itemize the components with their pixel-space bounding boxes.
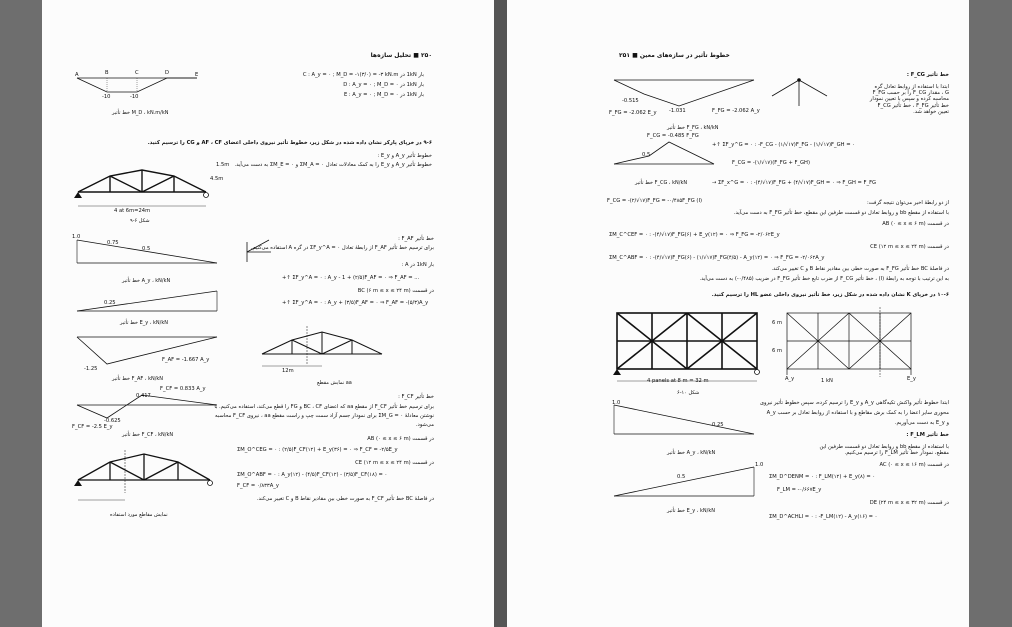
- k-truss-h1: 6 m: [772, 320, 783, 326]
- load-line-2: بار 1kN در D : A_y = ۰ ; M_D = ۰: [343, 82, 424, 88]
- equation-k1: ΣM_D^DENM = ۰ : F_LM(۱۲) + E_y(۸) = ۰: [769, 474, 876, 480]
- ild-ey2-diagram: [609, 462, 759, 502]
- ild-ay-value-2: 0.75: [107, 240, 119, 246]
- load-line-3: بار 1kN در E : A_y = ۰ ; M_D = ۰: [343, 92, 424, 98]
- right-page-header: خطوط تأثیر در سازه‌های معین ■ ۲۵۱: [619, 52, 730, 59]
- ild-ay2-value-1: 1.0: [612, 400, 621, 406]
- ild-ffg-value-2: -1.031: [669, 108, 686, 114]
- ild-ffg-value-1: -0.515: [622, 98, 639, 104]
- k-truss-fbd: [779, 305, 919, 385]
- ild-ey2-value-2: 0.5: [677, 474, 686, 480]
- flm-text: با استفاده از مقطع bb و روابط تعادل دو قسمت طرفین این مقطع، نمودار خط تأثیر F_LM را ترسیم می‌کنیم.: [819, 444, 949, 457]
- right-page: [507, 0, 969, 627]
- equation-g3: → ΣF_x^G = ۰ : -(۴/√۱۷)F_FG + (۴/√۱۷)F_GH = ۰ ⇒ F_GH = F_FG: [712, 180, 877, 186]
- left-page-header: ۲۵۰ ■ تحلیل سازه‌ها: [370, 52, 432, 59]
- truss-span-dim: 4 at 6m=24m: [114, 208, 151, 214]
- text-d: به این ترتیب با توجه به رابطهٔ (I) ، خط تأثیر F_CG از ضرب تابع خط تأثیر F_FG در ضریب (۰/۴۸۵-) به دست می‌آید.: [699, 276, 949, 282]
- range-4: در قسمت CE (۱۲ m ≤ x ≤ ۲۴ m): [355, 460, 434, 466]
- ild-md-label-a: A: [75, 72, 79, 78]
- section-aa-caption: نمایش مقطع aa: [317, 380, 352, 386]
- flm-title: خط تأثیر F_LM :: [906, 432, 949, 438]
- sections-used-caption: نمایش مقاطع مورد استفاده: [110, 512, 168, 518]
- equation-1: +↑ ΣF_y^A = ۰ : A_y - 1 + (۲/۵)F_AF = ۰ ⇒ F_AF = ...: [282, 275, 420, 281]
- text-c: در فاصلهٔ BC خط تأثیر F_FG به صورت خطی بین مقادیر نقاط B و C تغییر می‌کند.: [771, 266, 949, 272]
- ild-fcf-value-2: 0.417: [136, 393, 151, 399]
- ild-ay-value-1: 1.0: [72, 234, 81, 240]
- ild-fcg-value-1: F_CG = -0.485 F_FG: [647, 133, 699, 139]
- fcg-title: خط تأثیر F_CG :: [906, 72, 949, 78]
- ild-fcg-diagram: [609, 136, 719, 176]
- ild-fcg-caption: خط تأثیر F_CG ، kN/kN: [635, 180, 688, 186]
- sub-fcf-text-2: نوشتن معادلهٔ ΣM_G = ۰ برای نمودار جسم آزاد سمت چپ و راست مقطع aa ، نیروی F_CF محاسبه: [214, 413, 434, 419]
- ild-ay2-value-2: 0.25: [712, 422, 724, 428]
- ild-md-label-b: B: [105, 70, 109, 76]
- ild-fcf-value-1: F_CF = 0.833 A_y: [160, 386, 206, 392]
- ild-md-value-1: -10: [102, 94, 111, 100]
- equation-3: ΣM_O^CEG = ۰ : (۲/۵)F_CF(۱۲) + E_y(۳۶) = ۰ ⇒ F_CF = -۲/۵E_y: [237, 447, 398, 453]
- truss-figure-caption: شکل ۶-۹: [130, 218, 150, 224]
- fbd-ey: E_y: [907, 376, 916, 382]
- sections-used-figure: [70, 438, 220, 508]
- equation-k2: F_LM = -۰/۶۶۷E_y: [777, 487, 822, 493]
- problem-9-6: ۹-۶ در خرپای پارکر نشان داده شده در شکل زیر، خطوط تأثیر نیروی داخلی اعضای AF ، CF و CG را ترسیم کنید.: [147, 140, 432, 146]
- ild-md-label-e: E: [195, 72, 199, 78]
- equation-g2: F_CG = -(۱/√۱۷)(F_FG + F_GH): [732, 160, 810, 166]
- ild-md-caption: خط تأثیر M_D ، kN.m/kN: [112, 110, 169, 116]
- k-truss-figure: [609, 305, 769, 385]
- sub-fcf-text-3: می‌شود.: [415, 422, 434, 428]
- ild-ay2-diagram: [609, 400, 759, 440]
- joint-g-fbd: [767, 66, 832, 111]
- ild-ay-diagram: [72, 235, 222, 270]
- range-c: در قسمت AC (۰ ≤ x ≤ ۱۶ m): [879, 462, 949, 468]
- ild-ffg-value-4: F_FG = -2.062 A_y: [712, 108, 760, 114]
- fbd-load: 1 kN: [821, 378, 833, 384]
- ild-fcf-value-3: -0.625: [104, 418, 121, 424]
- equation-4b: F_CF = ۰/۸۳۳A_y: [237, 483, 279, 489]
- equation-g1: +↑ ΣF_y^G = ۰ : -F_CG - (۱/√۱۷)F_FG - (۱/√۱۷)F_GH = ۰: [712, 142, 855, 148]
- sub-fcf-text-1: برای ترسیم خط تأثیر F_CF از مقطع aa که اعضای BC ، CF و FG را قطع می‌کند، استفاده می‌کنیم. با: [214, 404, 434, 410]
- text-a: از دو رابطهٔ اخیر می‌توان نتیجه گرفت:: [867, 200, 949, 206]
- range-b: در قسمت CE (۱۲ m ≤ x ≤ ۲۴ m): [870, 244, 949, 250]
- ild-md-label-c: C: [135, 70, 139, 76]
- ild-ffg-diagram: [609, 68, 759, 113]
- ild-ey-diagram: [72, 287, 222, 317]
- equation-k3: ΣM_D^ACHLI = ۰ : -F_LM(۱۲) - A_y(۱۶) = ۰: [769, 514, 878, 520]
- ild-ffg-value-3: F_FG = -2.062 E_y: [609, 110, 657, 116]
- joint-a-fbd: [237, 232, 277, 272]
- sub-faf-text: برای ترسیم خط تأثیر F_AF از رابطهٔ تعادل ΣF_y^A = ۰ در گره A استفاده می‌کنیم.: [250, 245, 434, 251]
- sub-ay-ey-text: خطوط تأثیر A_y و E_y را به کمک معادلات تعادل ΣM_A = ۰ و ΣM_E = ۰ به دست می‌آید.: [234, 162, 432, 168]
- ild-fcf-caption: خط تأثیر F_CF ، kN/kN: [122, 432, 174, 438]
- range-d: در قسمت DE (۲۴ m ≤ x ≤ ۳۲ m): [869, 500, 949, 506]
- fbd-ay: A_y: [785, 376, 795, 382]
- ild-ay-caption: خط تأثیر A_y ، kN/kN: [122, 278, 171, 284]
- ild-ffg-caption: خط تأثیر F_FG ، kN/kN: [667, 125, 719, 131]
- bc-note: در فاصلهٔ BC خط تأثیر F_CF به صورت خطی بین مقادیر نقاط B و C تغییر می‌کند.: [256, 496, 434, 502]
- left-page: [42, 0, 494, 627]
- ild-md-value-2: -10: [130, 94, 139, 100]
- sub-ay-ey-title: خطوط تأثیر A_y و E_y :: [377, 153, 432, 159]
- sub-fcf-title: خط تأثیر F_CF :: [398, 394, 434, 400]
- ild-ey2-caption: خط تأثیر E_y ، kN/kN: [667, 508, 715, 514]
- kt-text-3: و E_y به دست می‌آوریم.: [894, 420, 949, 426]
- kt-text-2: محوری سایر اعضا را به کمک برش مقاطع و با استفاده از روابط تعادل بر حسب A_y: [766, 410, 949, 416]
- ild-ay2-caption: خط تأثیر A_y ، kN/kN: [667, 450, 716, 456]
- fcg-text: ابتدا با استفاده از روابط تعادل گره G ، مقدار F_CG را بر حسب F_FG محاسبه کرده و سپس با تعیین نمودار خط تأثیر F_FG ، خط تأثیر F_CG تعیین خواهد شد.: [869, 84, 949, 115]
- kt-text-1: ابتدا خطوط تأثیر واکنش تکیه‌گاهی A_y و E_y را ترسیم کرده، سپس خطوط تأثیر نیروی: [759, 400, 949, 406]
- equation-4: ΣM_O^ABF = ۰ : A_y(۱۲) - (۴/۵)F_CF(۱۲) - (۳/۵)F_CF(۱۸) = ۰: [237, 472, 388, 478]
- load-line-1: بار 1kN در C : A_y = ۰ ; M_D = -۱(۳/۰) = -۳ kN.m: [302, 72, 424, 78]
- problem-10-6: ۱۰-۶ در خرپای K نشان داده شده در شکل زیر، خط تأثیر نیروی داخلی عضو HL را ترسیم کنید.: [711, 292, 949, 298]
- ild-md-label-d: D: [165, 70, 169, 76]
- ild-faf-caption: خط تأثیر F_AF ، kN/kN: [112, 376, 164, 382]
- equation-r2: ΣM_C^ABF = ۰ : -(۴/√۱۷)F_FG(۶) - (۱/√۱۷)F_FG(۴/۵) - A_y(۱۲) = ۰ ⇒ F_FG = -۲/۰۶۲A_y: [609, 255, 825, 261]
- ild-faf-value-1: -1.25: [84, 366, 98, 372]
- ild-fcf-value-4: F_CF = -2.5 E_y: [72, 424, 113, 430]
- ild-ay-value-3: 0.5: [142, 246, 151, 252]
- range-1: بار 1kN در A :: [401, 262, 434, 268]
- sub-faf-title: خط تأثیر F_AF :: [398, 236, 434, 242]
- range-2: در قسمت BC (۶ m ≤ x ≤ ۲۴ m): [357, 288, 434, 294]
- ild-ey-caption: خط تأثیر E_y ، kN/kN: [120, 320, 168, 326]
- ild-ey2-value-1: 1.0: [755, 462, 764, 468]
- ild-ey-value: 0.25: [104, 300, 116, 306]
- range-3: در قسمت AB (۰ ≤ x ≤ ۶ m): [367, 436, 434, 442]
- equation-g4: F_CG = -(۲/√۱۷)F_FG = -۰/۴۸۵F_FG (I): [607, 198, 702, 204]
- equation-2: +↑ ΣF_y^A = ۰ : A_y + (۳/۵)F_AF = ۰ ⇒ F_AF = -(۵/۳)A_y: [282, 300, 429, 306]
- k-truss-span: 4 panels at 8 m = 32 m: [647, 378, 709, 384]
- ild-faf-value-2: F_AF = -1.667 A_y: [162, 357, 210, 363]
- ild-fcg-value-2: 0.5: [642, 152, 651, 158]
- k-truss-caption: شکل ۱۰-۶: [677, 390, 700, 396]
- text-b: با استفاده از مقطع bb و روابط تعادل دو قسمت طرفین این مقطع، خط تأثیر F_FG به دست می‌آید.: [733, 210, 949, 216]
- truss-height-1: 1.5m: [216, 162, 230, 168]
- span-12m: 12m: [282, 368, 294, 374]
- section-aa-figure: [257, 318, 387, 373]
- equation-r1: ΣM_C^CEF = ۰ : -(۴/√۱۷)F_FG(۶) + E_y(۱۲) = ۰ ⇒ F_FG = -۲/۰۶۲E_y: [609, 232, 780, 238]
- range-a: در قسمت AB (۰ ≤ x ≤ ۶ m): [882, 221, 949, 227]
- k-truss-h2: 6 m: [772, 348, 783, 354]
- page-gutter: [494, 0, 507, 627]
- truss-height-2: 4.5m: [210, 176, 224, 182]
